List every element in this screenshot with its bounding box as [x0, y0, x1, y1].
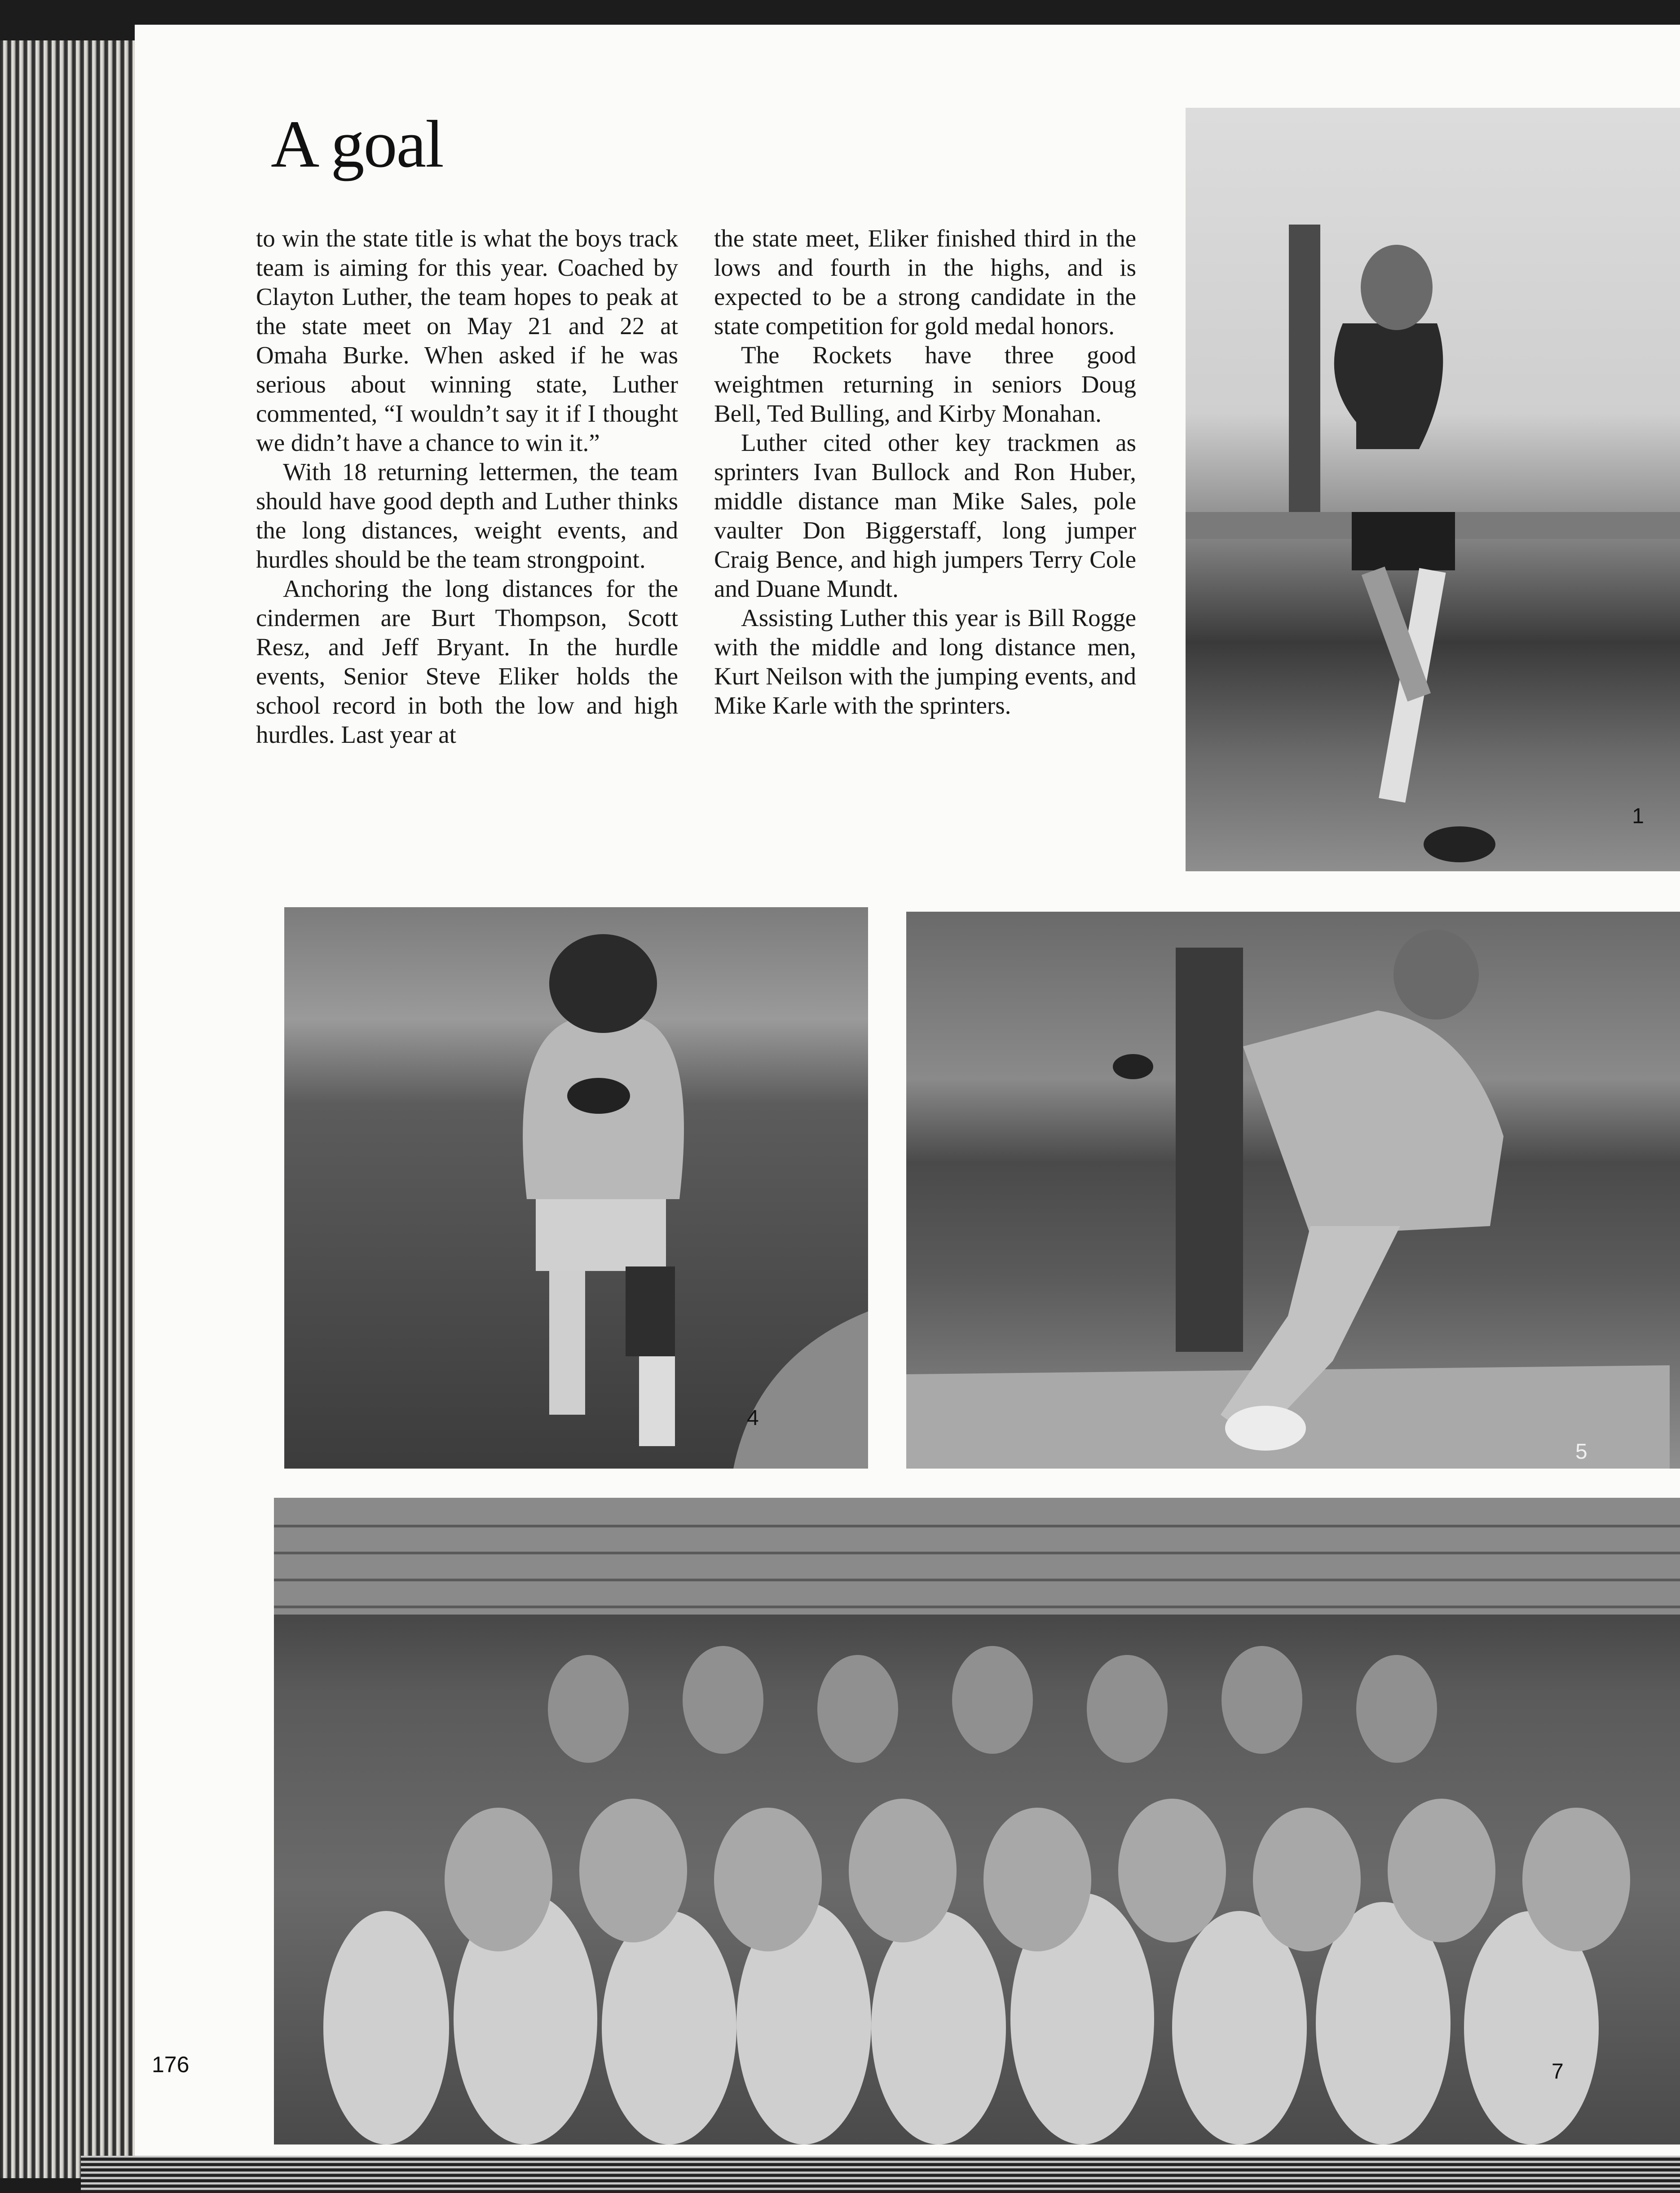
article-column-2	[714, 224, 1136, 720]
article-paragraph: to win the state title is what the boys track team is aiming for this year. Coached by Clayton Luther, the team hopes to peak at the state meet on May 21 and 22 at Omaha Burke. When asked if he was serious about winning state, Luther commented, “I wouldn’t say it if I thought we didn’t have a chance to win it.”	[256, 225, 678, 456]
page-title: A goal	[271, 107, 443, 181]
photo-number: 5	[1575, 1440, 1587, 1464]
photo-runner-hoodie	[284, 907, 868, 1469]
article-paragraph: Anchoring the long distances for the cindermen are Burt Thompson, Scott Resz, and Jeff Bryant. In the hurdle events, Senior Steve Eliker holds the school record in both the low and high hurdles. Last year at	[256, 575, 678, 748]
book-binding	[0, 40, 135, 2178]
page-number: 176	[152, 2052, 190, 2077]
photo-number: 7	[1552, 2060, 1564, 2083]
photo-number: 1	[1632, 804, 1644, 828]
article-paragraph: With 18 returning lettermen, the team should have good depth and Luther thinks the long distances, weight events, and hurdles should be the team strongpoint.	[256, 458, 678, 573]
photo-discus-thrower	[906, 912, 1680, 1469]
article-paragraph: The Rockets have three good weightmen returning in seniors Doug Bell, Ted Bulling, and Kirby Monahan.	[714, 341, 1136, 427]
article-paragraph: Luther cited other key trackmen as sprinters Ivan Bullock and Ron Huber, middle distance man Mike Sales, pole vaulter Don Biggerstaff, long jumper Craig Bence, and high jumpers Terry Cole and Duane Mundt.	[714, 429, 1136, 602]
article-column-1	[256, 224, 678, 749]
photo-number: 4	[747, 1406, 759, 1430]
article-paragraph: Assisting Luther this year is Bill Rogge with the middle and long distance men, Kurt Neilson with the jumping events, and Mike Karle with the sprinters.	[714, 604, 1136, 719]
article-paragraph: the state meet, Eliker finished third in the lows and fourth in the highs, and is expected to be a strong candidate in the state competition for gold medal honors.	[714, 225, 1136, 340]
page-stack-edge	[81, 2156, 1680, 2193]
photo-team-group	[274, 1498, 1680, 2144]
photo-hurdler	[1186, 108, 1680, 871]
